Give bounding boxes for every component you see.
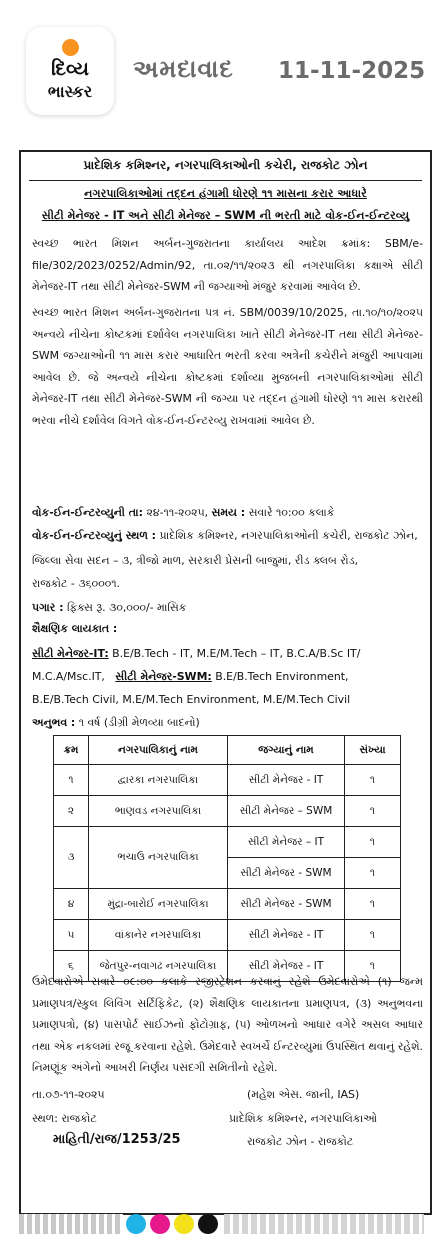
signatory-name: (મહેશ એસ. જાની, IAS) xyxy=(247,1088,360,1101)
row-count: ૧ xyxy=(345,920,401,951)
experience-label: અનુભવ : xyxy=(32,716,76,729)
venue-line-3: રાજકોટ - ૩૬૦૦૦૧. xyxy=(32,577,121,590)
row-post: સીટી મેનેજર - IT xyxy=(228,765,345,796)
edition-city: અમદાવાદ xyxy=(133,55,234,83)
interview-date: ૨૪-૧૧-૨૦૨૫, xyxy=(146,506,209,519)
pay-value: ફિક્સ રૂ. ૩૦,૦૦૦/- માસિક xyxy=(66,601,187,614)
row-count: ૧ xyxy=(345,796,401,827)
notice-subtitle-1: નગરપાલિકાઓમાં તદ્દન હંગામી ધોરણે ૧૧ માસના કરાર આધારે xyxy=(84,187,367,200)
swm-qualification-1: B.E/B.Tech Environment, xyxy=(215,670,349,683)
it-qualification-1: B.E/B.Tech - IT, M.E/M.Tech – IT, B.C.A/B.Sc IT/ xyxy=(112,647,361,660)
yellow-dot-icon xyxy=(174,1214,194,1234)
venue-line-1: પ્રાદેશિક કમિશ્નર, નગરપાલિકાઓની કચેરી, રાજકોટ ઝોન, xyxy=(159,529,418,542)
black-dot-icon xyxy=(198,1214,218,1234)
it-qualification-2: M.C.A/Msc.IT, xyxy=(32,670,105,683)
registration-stripe xyxy=(19,1214,123,1234)
it-qualification-line xyxy=(32,643,423,665)
table-row xyxy=(54,765,401,796)
row-no: ૩ xyxy=(54,827,89,889)
row-no: ૫ xyxy=(54,920,89,951)
row-post: સીટી મેનેજર - IT xyxy=(228,951,345,982)
interview-date-line xyxy=(32,502,423,524)
experience-line xyxy=(32,712,423,734)
edition-date: 11-11-2025 xyxy=(278,58,426,84)
venue-line-2: જિલ્લા સેવા સદન – ૩, ત્રીજો માળ, સરકારી પ્રેસની બાજુમાં, રીડ ક્લબ રોડ, xyxy=(32,554,359,567)
table-row xyxy=(54,796,401,827)
row-count: ૧ xyxy=(345,951,401,982)
row-no: ૧ xyxy=(54,765,89,796)
cyan-dot-icon xyxy=(126,1214,146,1234)
col-header-city: નગરપાલિકાનું નામ xyxy=(89,736,228,765)
paragraph-order: સ્વચ્છ ભારત મિશન અર્બન-ગુજરાતના કાર્યાલય આદેશ ક્રમાંક: SBM/e-file/302/2023/0252/Admin/92, તા.૦૨/૧૧/૨૦૨૩ થી નગરપાલિકા કક્ષાએ સીટી મેનેજર-IT તથા સીટી મેનેજર-SWM ની જગ્યાઓ મંજુર કરવામાં આવેલ છે. xyxy=(32,237,423,293)
notice-place: સ્થળ: રાજકોટ xyxy=(32,1112,97,1125)
logo-text-line1: દિવ્ય xyxy=(51,58,89,80)
registration-stripe-right xyxy=(224,1214,424,1234)
row-count: ૧ xyxy=(345,827,401,858)
print-color-marks xyxy=(0,1212,443,1241)
signatory-zone: રાજકોટ ઝોન - રાજકોટ xyxy=(247,1135,354,1148)
notice-number: માહિતી/રાજ/1253/25 xyxy=(53,1132,181,1147)
notice-subtitle-2: સીટી મેનેજર - IT અને સીટી મેનેજર – SWM ની ભરતી માટે વોક-ઈન-ઈન્ટરવ્યુ xyxy=(41,209,410,222)
row-city: જેતપુર-નવાગઢ નગરપાલિકા xyxy=(89,951,228,982)
row-post: સીટી મેનેજર - SWM xyxy=(228,858,345,889)
pay-label: પગાર : xyxy=(32,601,64,614)
col-header-post: જગ્યાનું નામ xyxy=(228,736,345,765)
logo-text-line2: ભાસ્કર xyxy=(47,82,93,101)
row-city: દ્વારકા નગરપાલિકા xyxy=(89,765,228,796)
table-row xyxy=(54,827,401,858)
signatory-title: પ્રાદેશિક કમિશ્નર, નગરપાલિકાઓ xyxy=(229,1112,377,1125)
row-post: સીટી મેનેજર – IT xyxy=(228,827,345,858)
notice-date: તા.૦૭-૧૧-૨૦૨૫ xyxy=(32,1088,105,1101)
row-no: ૪ xyxy=(54,889,89,920)
instructions-paragraph: ઉમેદવારોએ સવારે ૦૯:૦૦ કલાકે રજીસ્ટ્રેશન કરવાનું રહેશે ઉમેદવારોએ (૧) જન્મ પ્રમાણપત્ર/સ્કુલ લિવિંગ સર્ટિફિકેટ, (૨) શૈક્ષણિક લાયકાતના પ્રમાણપત્ર, (૩) અનુભવના પ્રમાણપત્રો, (૪) પાસપોર્ટ સાઈઝનો ફોટોગ્રાફ, (૫) ઓળખનો આધાર વગેરે અસલ આધાર તથા એક નકલમાં રજૂ કરવાના રહેશે. ઉમેદવારે સ્વખર્ચે ઈન્ટરવ્યુમાં ઉપસ્થિત થવાનું રહેશે. નિમણૂંક અંગેનો આખરી નિર્ણય પસંદગી સમિતીનો રહેશે. xyxy=(32,975,423,1074)
row-no: ૬ xyxy=(54,951,89,982)
row-count: ૧ xyxy=(345,765,401,796)
venue-label: વોક-ઈન-ઈન્ટરવ્યુનું સ્થળ : xyxy=(32,529,156,542)
interview-date-label: વોક-ઈન-ઈન્ટરવ્યુની તા: xyxy=(32,506,143,519)
venue-line xyxy=(32,525,423,547)
col-header-count: સંખ્યા xyxy=(345,736,401,765)
app-header xyxy=(0,0,443,130)
posts-table xyxy=(53,735,401,982)
row-post: સીટી મેનેજર - SWM xyxy=(228,889,345,920)
row-post: સીટી મેનેજર – SWM xyxy=(228,796,345,827)
notice-office: પ્રાદેશિક કમિશ્નર, નગરપાલિકાઓની કચેરી, રાજકોટ ઝોન xyxy=(83,158,368,172)
it-label: સીટી મેનેજર-IT: xyxy=(32,647,109,660)
magenta-dot-icon xyxy=(150,1214,170,1234)
interview-time: સવારે ૧૦:૦૦ કલાકે xyxy=(248,506,335,519)
table-header-row xyxy=(54,736,401,765)
table-row xyxy=(54,889,401,920)
divider xyxy=(29,180,422,181)
table-row xyxy=(54,920,401,951)
paragraph-approval: સ્વચ્છ ભારત મિશન અર્બન-ગુજરાતના પત્ર નં. SBM/0039/10/2025, તા.૧૦/૧૦/૨૦૨૫ અન્વયે નીચેના કોષ્ટકમાં દર્શાવેલ નગરપાલિકા ખાતે સીટી મેનેજર-IT તથા સીટી મેનેજર-SWM જગ્યાઓની ૧૧ માસ કરાર આધારિત ભરતી કરવા અત્રેની કચેરીને મંજુરી આપવામાં આવેલ છે. જે અન્વયે નીચેના કોષ્ટકમાં દર્શાવ્યા મુજબની નગરપાલિકાઓમાં સીટી મેનેજર-IT તથા સીટી મેનેજર-SWM ની જગ્યા પર તદ્દન હંગામી ધોરણે ૧૧ માસ કરારથી ભરવા નીચે દર્શાવેલ વિગતે વોક-ઈન-ઈન્ટરવ્યુ રાખવામાં આવેલ છે. xyxy=(32,306,423,427)
pay-line xyxy=(32,597,423,619)
row-count: ૧ xyxy=(345,889,401,920)
row-city: મુંદ્રા-બારોઈ નગરપાલિકા xyxy=(89,889,228,920)
row-post: સીટી મેનેજર - IT xyxy=(228,920,345,951)
recruitment-notice xyxy=(19,150,432,1215)
time-label: સમય : xyxy=(211,506,246,519)
swm-label: સીટી મેનેજર-SWM: xyxy=(115,670,212,683)
swm-qualification-line xyxy=(32,666,423,688)
col-header-no: ક્રમ xyxy=(54,736,89,765)
experience-value: ૧ વર્ષ (ડીગ્રી મેળવ્યા બાદનો) xyxy=(78,716,200,729)
row-city: ભાણવડ નગરપાલિકા xyxy=(89,796,228,827)
sun-icon xyxy=(62,39,79,56)
row-city: વાંકાનેર નગરપાલિકા xyxy=(89,920,228,951)
row-no: ૨ xyxy=(54,796,89,827)
swm-qualification-2: B.E/B.Tech Civil, M.E/M.Tech Environment, M.E/M.Tech Civil xyxy=(32,693,351,706)
qualification-label: શૈક્ષણિક લાયકાત : xyxy=(32,622,118,635)
row-city: ભચાઉ નગરપાલિકા xyxy=(89,827,228,889)
divya-bhaskar-logo[interactable] xyxy=(26,27,114,115)
row-count: ૧ xyxy=(345,858,401,889)
